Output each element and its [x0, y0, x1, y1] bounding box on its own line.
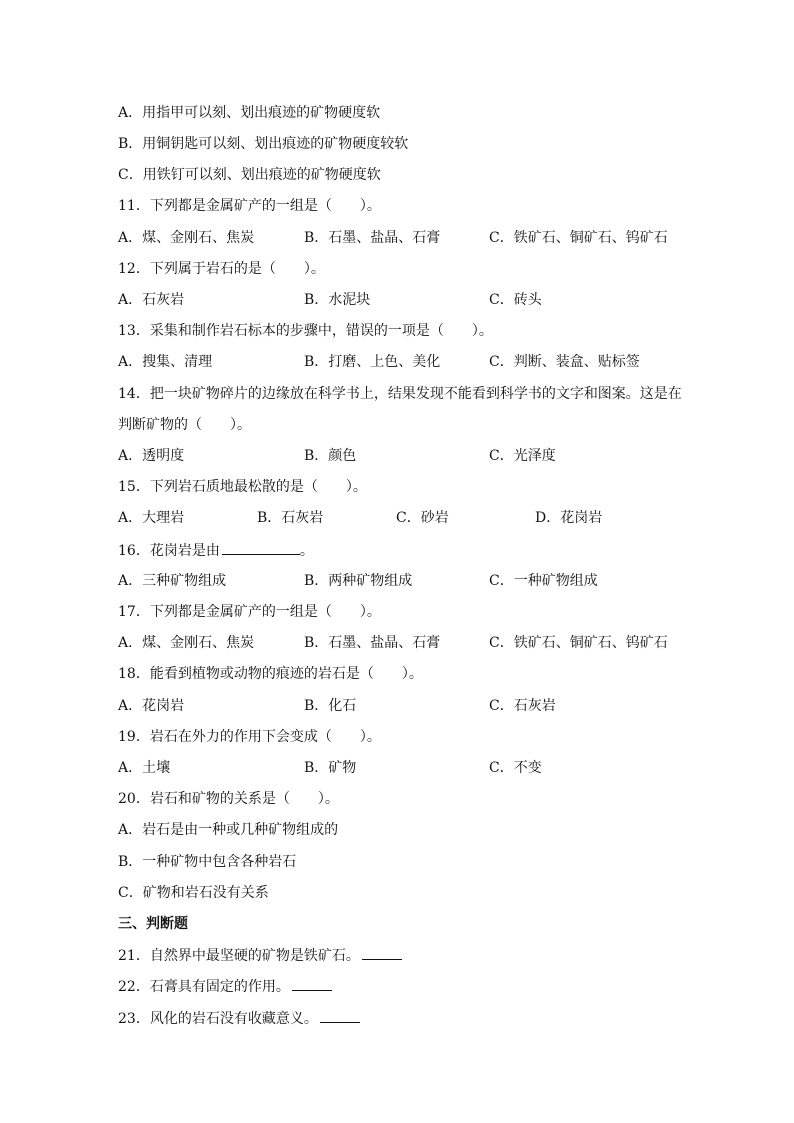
- q16-option-c: C．一种矿物组成: [489, 573, 598, 589]
- q16-option-a: A．三种矿物组成: [118, 573, 227, 589]
- q13-option-a: A．搜集、清理: [118, 354, 213, 370]
- q10-option-b: B．用铜钥匙可以刻、划出痕迹的矿物硬度较软: [118, 136, 409, 152]
- judge-21: [118, 945, 688, 966]
- q18-option-c: C．石灰岩: [489, 698, 556, 714]
- section-title: 三、判断题: [118, 916, 188, 932]
- question-14-stem: 14．把一块矿物碎片的边缘放在科学书上，结果发现不能看到科学书的文字和图案。这是在: [118, 386, 682, 402]
- question-20-stem: 20．岩石和矿物的关系是（ ）。: [118, 791, 339, 807]
- q12-option-c: C．砖头: [489, 292, 542, 308]
- question-16-stem: [118, 540, 688, 561]
- q10-option-a: A．用指甲可以刻、划出痕迹的矿物硬度软: [118, 105, 381, 121]
- q20-option-a: A．岩石是由一种或几种矿物组成的: [118, 822, 339, 838]
- question-17-stem: 17．下列都是金属矿产的一组是（ ）。: [118, 604, 381, 620]
- question-11-stem: 11．下列都是金属矿产的一组是（ ）。: [118, 198, 381, 214]
- judge-23-text: 23．风化的岩石没有收藏意义。: [118, 1011, 318, 1027]
- answer-blank[interactable]: [222, 540, 300, 555]
- q13-option-c: C．判断、装盒、贴标签: [489, 354, 640, 370]
- q15-option-a: A．大理岩: [118, 510, 185, 526]
- answer-blank[interactable]: [320, 1008, 360, 1023]
- question-15-stem: 15．下列岩石质地最松散的是（ ）。: [118, 479, 367, 495]
- q16-option-b: B．两种矿物组成: [304, 573, 413, 589]
- judge-22: [118, 976, 688, 997]
- q17-option-c: C．铁矿石、铜矿石、钨矿石: [489, 635, 668, 651]
- question-19-stem: 19．岩石在外力的作用下会变成（ ）。: [118, 729, 381, 745]
- q16-stem-text: 16．花岗岩是由: [118, 543, 220, 559]
- question-14-stem-continued: 判断矿物的（ ）。: [118, 417, 251, 433]
- q17-option-a: A．煤、金刚石、焦炭: [118, 635, 255, 651]
- q12-option-b: B．水泥块: [304, 292, 371, 308]
- q20-option-b: B．一种矿物中包含各种岩石: [118, 854, 297, 870]
- q19-option-c: C．不变: [489, 760, 542, 776]
- q11-option-c: C．铁矿石、铜矿石、钨矿石: [489, 230, 668, 246]
- q14-option-b: B．颜色: [304, 448, 357, 464]
- q17-option-b: B．石墨、盐晶、石膏: [304, 635, 441, 651]
- q18-option-b: B．化石: [304, 698, 357, 714]
- q15-option-d: D．花岗岩: [535, 510, 603, 526]
- question-13-stem: 13．采集和制作岩石标本的步骤中，错误的一项是（ ）。: [118, 323, 493, 339]
- q13-option-b: B．打磨、上色、美化: [304, 354, 441, 370]
- question-12-stem: 12．下列属于岩石的是（ ）。: [118, 261, 325, 277]
- q11-option-a: A．煤、金刚石、焦炭: [118, 230, 255, 246]
- answer-blank[interactable]: [292, 976, 332, 991]
- judge-22-text: 22．石膏具有固定的作用。: [118, 979, 290, 995]
- q14-option-c: C．光泽度: [489, 448, 556, 464]
- q12-option-a: A．石灰岩: [118, 292, 185, 308]
- q18-option-a: A．花岗岩: [118, 698, 185, 714]
- q15-option-b: B．石灰岩: [257, 510, 324, 526]
- q14-option-a: A．透明度: [118, 448, 185, 464]
- q19-option-a: A．土壤: [118, 760, 171, 776]
- q20-option-c: C．矿物和岩石没有关系: [118, 885, 269, 901]
- q19-option-b: B．矿物: [304, 760, 357, 776]
- judge-23: [118, 1008, 688, 1029]
- question-18-stem: 18．能看到植物或动物的痕迹的岩石是（ ）。: [118, 666, 423, 682]
- q10-option-c: C．用铁钉可以刻、划出痕迹的矿物硬度软: [118, 167, 381, 183]
- answer-blank[interactable]: [362, 945, 402, 960]
- judge-21-text: 21．自然界中最坚硬的矿物是铁矿石。: [118, 948, 360, 964]
- q11-option-b: B．石墨、盐晶、石膏: [304, 230, 441, 246]
- q15-option-c: C．砂岩: [396, 510, 449, 526]
- q16-stem-tail: 。: [299, 543, 314, 559]
